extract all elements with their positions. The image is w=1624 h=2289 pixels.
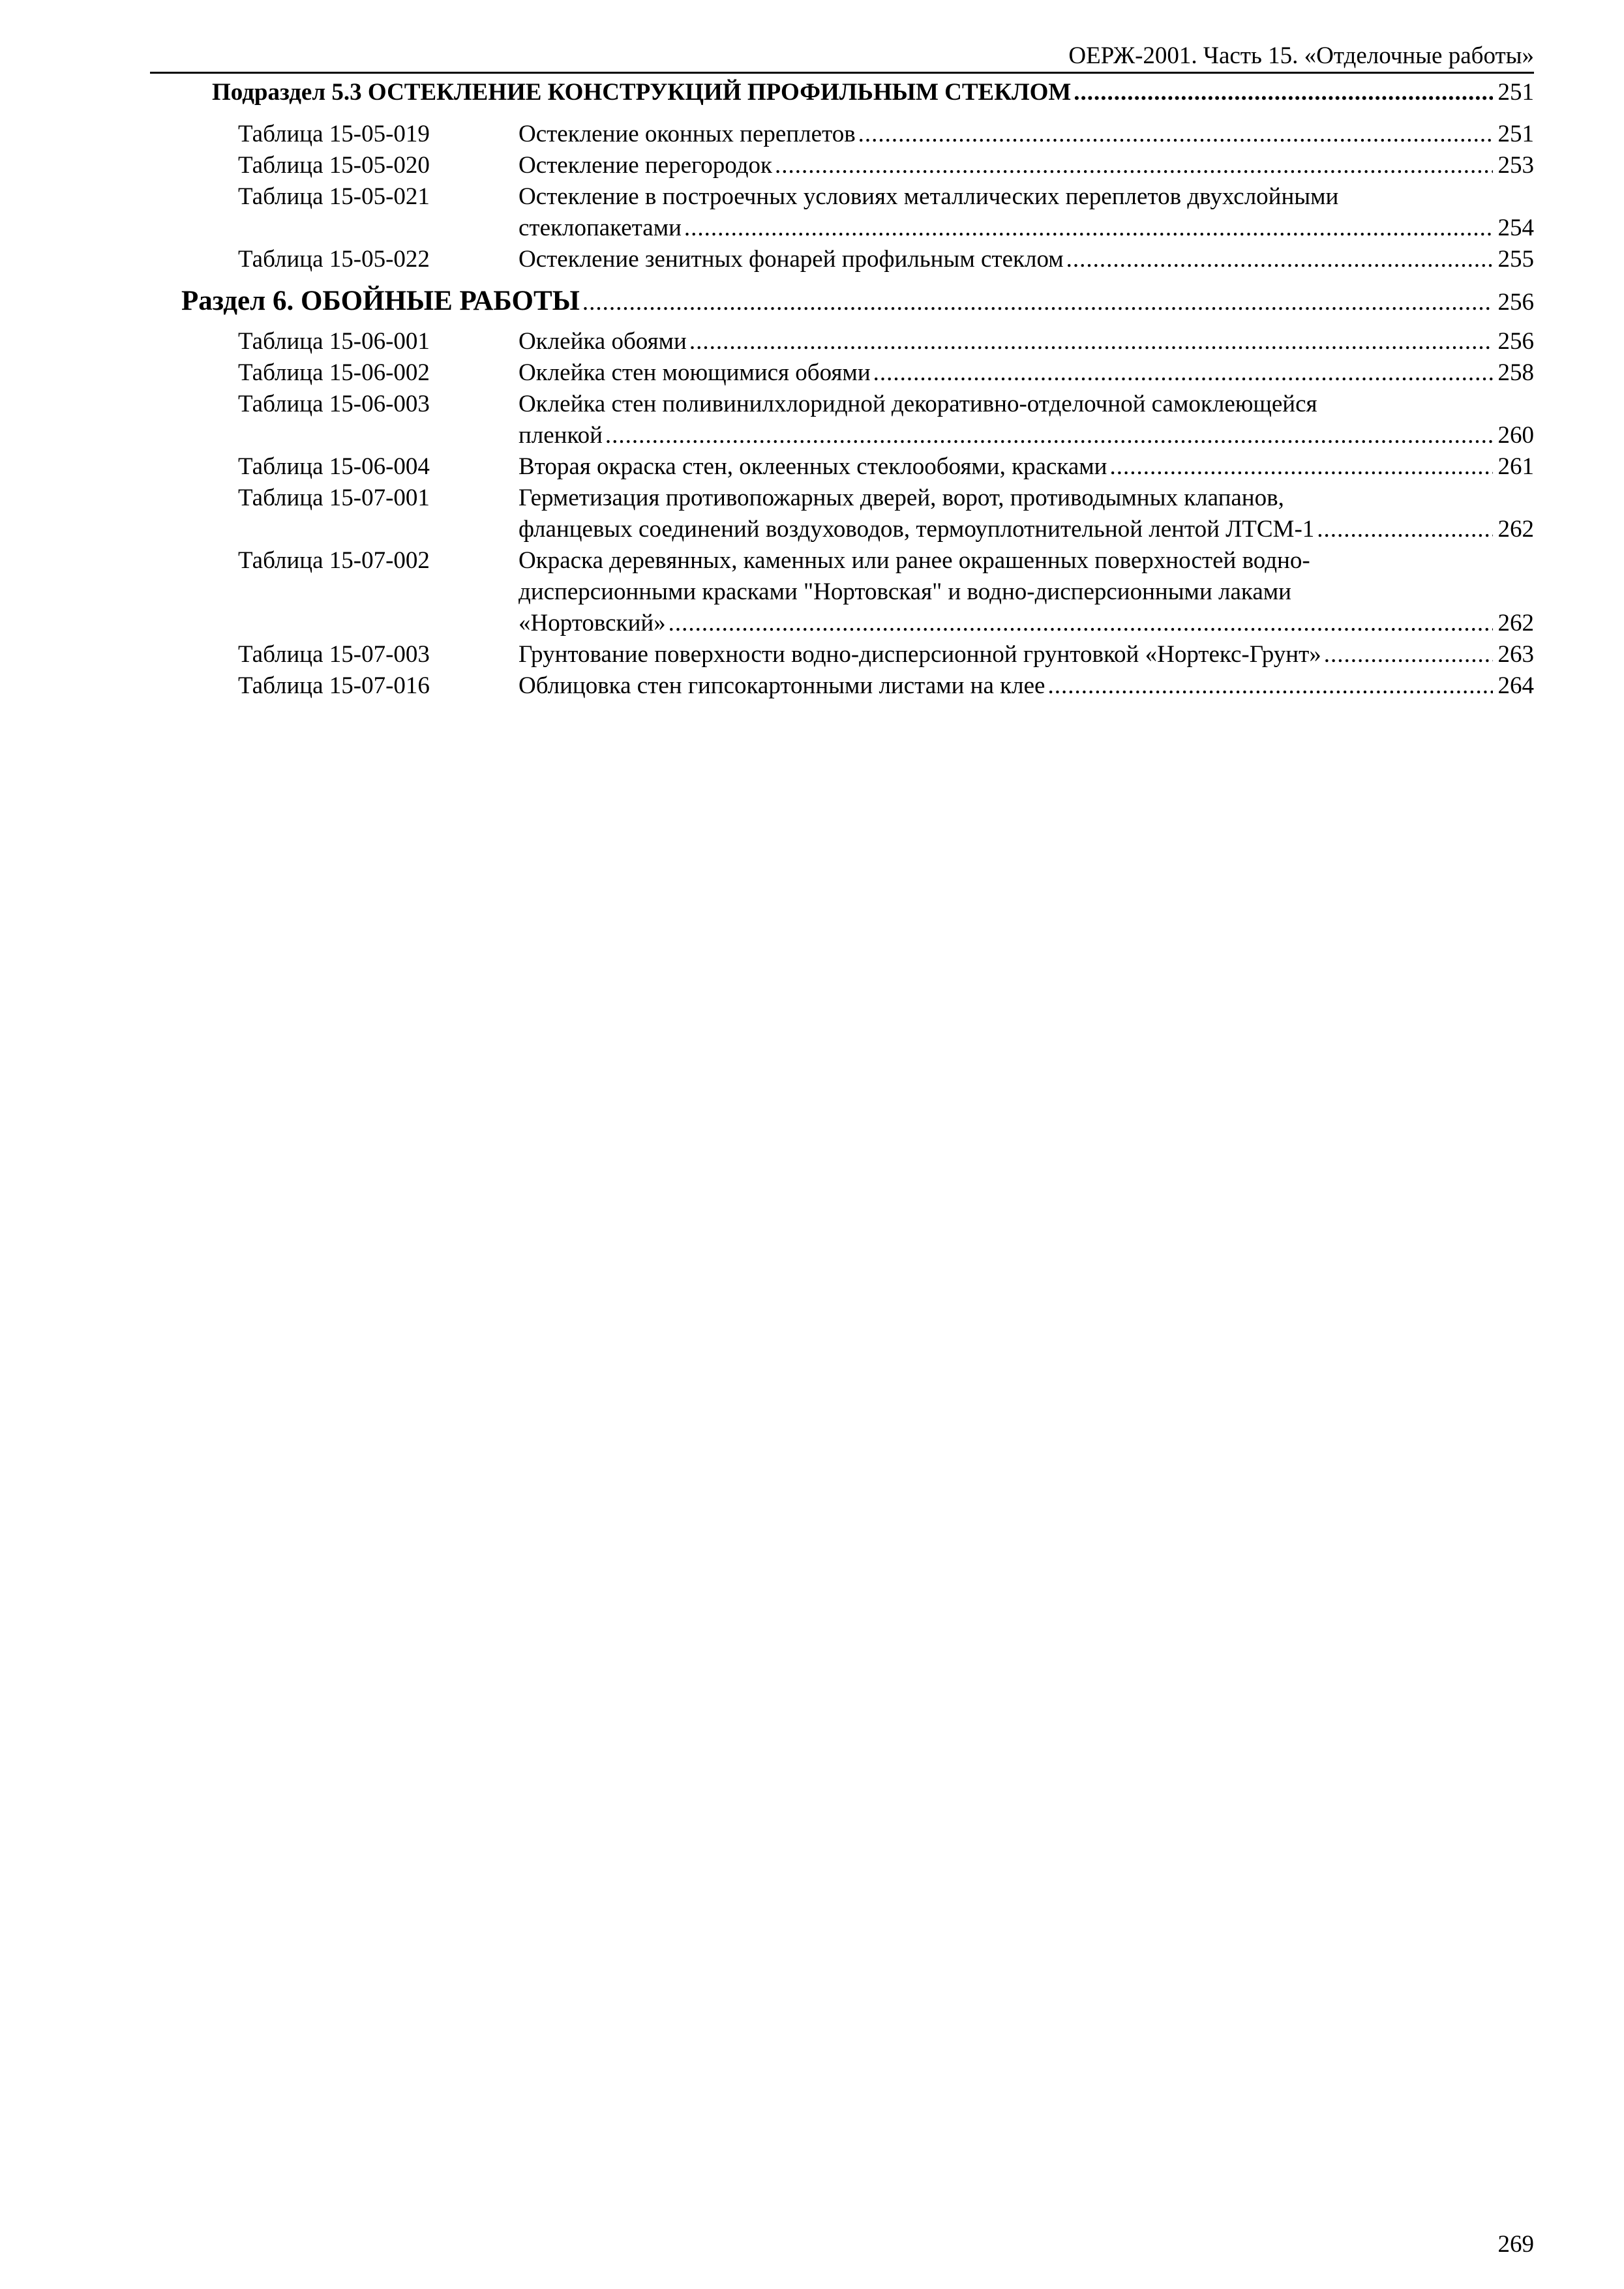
header-rule xyxy=(150,72,1534,74)
toc-page-number: 258 xyxy=(1497,359,1534,386)
table-title-line-1: Герметизация противопожарных дверей, ворот, противодымных клапанов, xyxy=(519,485,1284,511)
table-code: Таблица 15-07-001 xyxy=(238,485,430,511)
dot-leader xyxy=(858,119,1493,150)
table-title: Грунтование поверхности водно-дисперсионной грунтовкой «Нортекс-Грунт» xyxy=(519,641,1321,668)
toc-entry-15-05-021[interactable] xyxy=(0,181,1624,244)
toc-entry-15-07-002[interactable] xyxy=(0,545,1624,639)
dot-leader xyxy=(1066,244,1493,275)
table-code: Таблица 15-05-021 xyxy=(238,183,430,210)
page-number: 269 xyxy=(1497,2231,1534,2258)
table-code: Таблица 15-06-003 xyxy=(238,391,430,417)
toc-page-number: 263 xyxy=(1497,641,1534,668)
table-title: Оклейка обоями xyxy=(519,328,687,355)
table-title-line-2: дисперсионными красками "Нортовская" и водно-дисперсионными лаками xyxy=(519,578,1291,605)
table-code: Таблица 15-07-016 xyxy=(238,672,430,699)
toc-entry-title: Раздел 6. ОБОЙНЫЕ РАБОТЫ xyxy=(181,286,580,316)
toc-page-number: 256 xyxy=(1497,328,1534,355)
table-title-line-2: стеклопакетами xyxy=(519,215,682,241)
dot-leader xyxy=(605,420,1493,451)
table-code: Таблица 15-06-004 xyxy=(238,453,430,480)
table-title: Вторая окраска стен, оклеенных стеклообоями, красками xyxy=(519,453,1107,480)
dot-leader xyxy=(775,150,1492,181)
toc-page-number: 256 xyxy=(1497,289,1534,316)
table-title: Оклейка стен моющимися обоями xyxy=(519,359,871,386)
table-title-line-2: пленкой xyxy=(519,422,603,449)
toc-page-number: 253 xyxy=(1497,152,1534,179)
toc-page-number: 261 xyxy=(1497,453,1534,480)
table-code: Таблица 15-07-003 xyxy=(238,641,430,668)
table-code: Таблица 15-06-002 xyxy=(238,359,430,386)
table-title-line-1: Остекление в построечных условиях металлических переплетов двухслойными xyxy=(519,183,1339,210)
table-code: Таблица 15-05-020 xyxy=(238,152,430,179)
dot-leader xyxy=(1109,451,1492,483)
toc-page-number: 262 xyxy=(1497,516,1534,543)
toc-page-number: 251 xyxy=(1497,121,1534,147)
toc-page-number: 264 xyxy=(1497,672,1534,699)
table-title-line-3: «Нортовский» xyxy=(519,610,666,636)
dot-leader xyxy=(873,357,1493,389)
dot-leader xyxy=(684,213,1493,244)
table-title-line-2: фланцевых соединений воздуховодов, термоуплотнительной лентой ЛТСМ-1 xyxy=(519,516,1315,543)
toc-page-number: 262 xyxy=(1497,610,1534,636)
toc-entry-title: Подраздел 5.3 ОСТЕКЛЕНИЕ КОНСТРУКЦИЙ ПРОФИЛЬНЫМ СТЕКЛОМ xyxy=(212,79,1072,106)
table-title: Остекление зенитных фонарей профильным стеклом xyxy=(519,246,1064,273)
dot-leader xyxy=(582,284,1493,321)
table-title-line-1: Окраска деревянных, каменных или ранее окрашенных поверхностей водно- xyxy=(519,547,1310,574)
toc-entry-15-07-001[interactable] xyxy=(0,483,1624,545)
dot-leader xyxy=(1317,514,1492,545)
toc-page-number: 260 xyxy=(1497,422,1534,449)
table-title: Облицовка стен гипсокартонными листами на клее xyxy=(519,672,1045,699)
table-code: Таблица 15-06-001 xyxy=(238,328,430,355)
table-title: Остекление перегородок xyxy=(519,152,773,179)
dot-leader xyxy=(1074,77,1492,108)
dot-leader xyxy=(689,326,1493,357)
table-code: Таблица 15-05-019 xyxy=(238,121,430,147)
toc-page-number: 254 xyxy=(1497,215,1534,241)
dot-leader xyxy=(1324,639,1493,670)
dot-leader xyxy=(669,608,1493,639)
toc-entry-15-06-003[interactable] xyxy=(0,389,1624,451)
running-header: ОЕРЖ-2001. Часть 15. «Отделочные работы» xyxy=(1068,42,1534,69)
table-title-line-1: Оклейка стен поливинилхлоридной декоративно-отделочной самоклеющейся xyxy=(519,391,1317,417)
table-code: Таблица 15-07-002 xyxy=(238,547,430,574)
dot-leader xyxy=(1047,670,1492,702)
table-title: Остекление оконных переплетов xyxy=(519,121,856,147)
toc-page-number: 251 xyxy=(1497,79,1534,106)
table-code: Таблица 15-05-022 xyxy=(238,246,430,273)
toc-page-number: 255 xyxy=(1497,246,1534,273)
